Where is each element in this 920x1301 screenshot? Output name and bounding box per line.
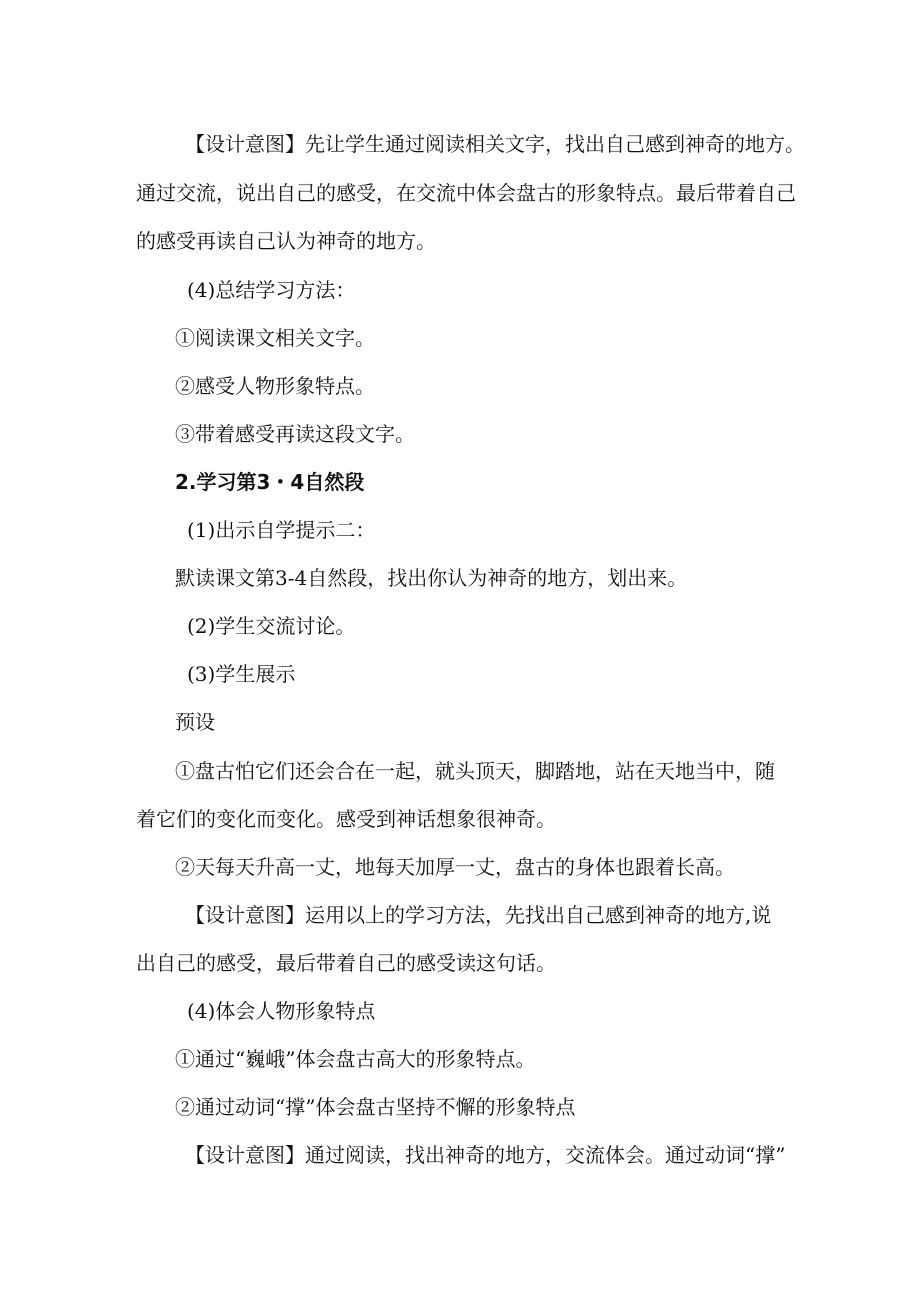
character-trait-2: ②通过动词“撑”体会盘古坚持不懈的形象特点 — [175, 1095, 576, 1119]
preset-label: 预设 — [175, 710, 215, 734]
design-intent-paragraph-2-line-2: 出自己的感受，最后带着自己的感受读这句话。 — [136, 951, 556, 975]
character-traits-heading: (4)体会人物形象特点 — [187, 999, 376, 1023]
design-intent-paragraph-1-line-2: 通过交流，说出自己的感受，在交流中体会盘古的形象特点。最后带着自己 — [136, 181, 796, 205]
method-item-1: ①阅读课文相关文字。 — [175, 326, 375, 350]
discussion-step: (2)学生交流讨论。 — [187, 614, 356, 638]
preset-item-2: ②天每天升高一丈，地每天加厚一丈，盘古的身体也跟着长高。 — [175, 855, 735, 879]
design-intent-paragraph-1-line-1: 【设计意图】先让学生通过阅读相关文字，找出自己感到神奇的地方。 — [185, 132, 805, 156]
presentation-step: (3)学生展示 — [187, 662, 296, 686]
preset-item-1-line-1: ①盘古怕它们还会合在一起，就头顶天，脚踏地，站在天地当中，随 — [175, 759, 775, 783]
reading-task: 默读课文第3-4自然段，找出你认为神奇的地方，划出来。 — [175, 566, 688, 590]
design-intent-paragraph-3-line-1: 【设计意图】通过阅读，找出神奇的地方，交流体会。通过动词“撑” — [185, 1143, 786, 1167]
method-item-3: ③带着感受再读这段文字。 — [175, 422, 415, 446]
character-trait-1: ①通过“巍峨”体会盘古高大的形象特点。 — [175, 1047, 536, 1071]
section-heading-paragraphs-3-4: 2.学习第3・4自然段 — [175, 470, 365, 494]
prompt-heading: (1)出示自学提示二： — [187, 518, 376, 542]
method-item-2: ②感受人物形象特点。 — [175, 374, 375, 398]
preset-item-1-line-2: 着它们的变化而变化。感受到神话想象很神奇。 — [136, 807, 556, 831]
design-intent-paragraph-2-line-1: 【设计意图】运用以上的学习方法，先找出自己感到神奇的地方,说 — [185, 903, 772, 927]
design-intent-paragraph-1-line-3: 的感受再读自己认为神奇的地方。 — [136, 229, 436, 253]
summary-heading: (4)总结学习方法： — [187, 278, 356, 302]
